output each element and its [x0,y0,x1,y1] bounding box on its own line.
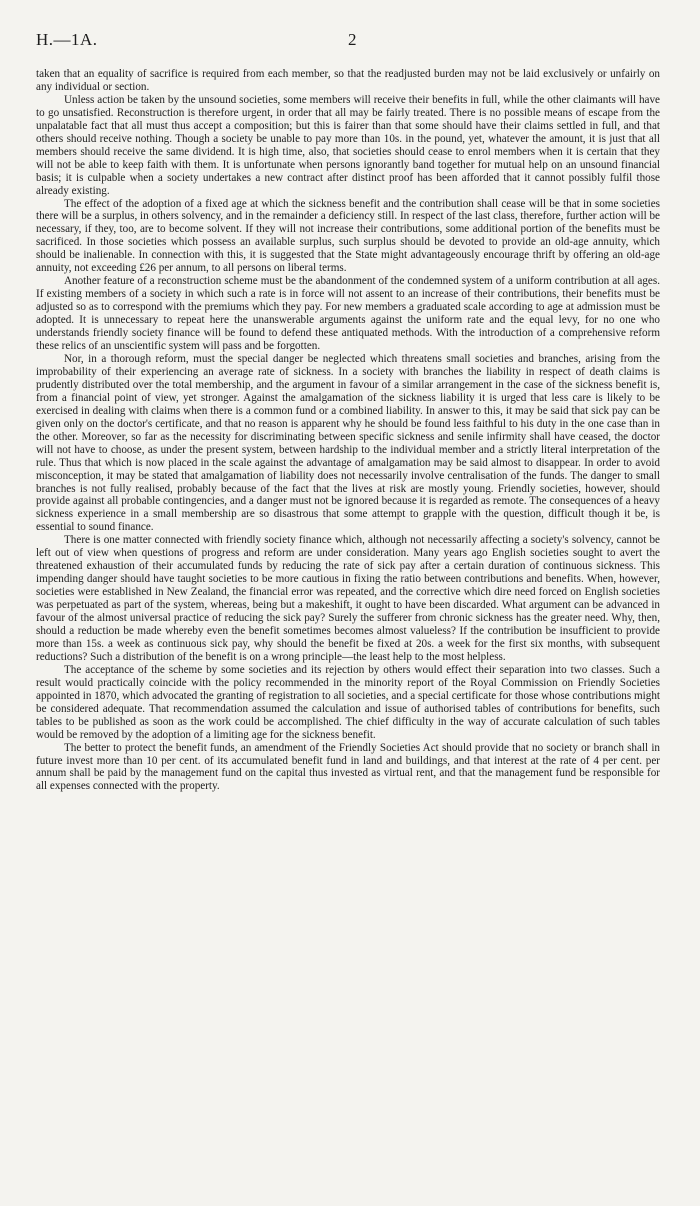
paragraph: The effect of the adoption of a fixed age at which the sickness benefit and the contribution shall cease will be that in some societies there will be a surplus, in others solvency, and in the remainder a deficiency still. In respect of the last class, therefore, further action will be necessary, if they, too, are to become solvent. If they will not increase their contributions, some additional portion of the benefits must be sacrificed. In those societies which possess an available surplus, such surplus should be devoted to provide an old-age annuity, which should be inalienable. In connection with this, it is suggested that the State might advantageously encourage thrift by offering an old-age annuity, not exceeding £26 per annum, to all persons on liberal terms. [36,197,660,275]
paragraph: Another feature of a reconstruction scheme must be the abandonment of the condemned system of a uniform contribution at all ages. If existing members of a society in which such a rate is in force will not assent to an increase of their contributions, their benefits must be adjusted so as to correspond with the premiums which they pay. For new members a graduated scale according to age at admission must be adopted. It is unnecessary to repeat here the unanswerable arguments against the uniform rate and the equal levy, for no one who understands friendly society finance will be found to defend these antiquated methods. With the introduction of a comprehensive reform these relics of an unscientific system will pass and be forgotten. [36,275,660,353]
paragraph: Nor, in a thorough reform, must the special danger be neglected which threatens small societies and branches, arising from the improbability of their experiencing an average rate of sickness. In a society with branches the liability in respect of death claims is prudently distributed over the total membership, and the argument in favour of a similar arrangement in the case of the sickness benefit is, from a financial point of view, yet stronger. Against the amalgamation of the sickness liability it is urged that less care is likely to be exercised in dealing with claims when there is a common fund or a combined liability. In answer to this, it may be said that sick pay can be given only on the doctor's certificate, and that no reason is apparent why he should be found less faithful to his duty in the one case than in the other. Moreover, so far as the necessity for discriminating between specific sickness and senile infirmity shall have ceased, the doctor will not have to choose, as under the present system, between hardship to the individual member and a strictly literal interpretation of the rule. Thus that which is now placed in the scale against the advantage of amalgamation may be said almost to disappear. In order to avoid misconception, it may be stated that amalgamation of liability does not necessarily involve centralisation of the funds. The danger to small branches is not fully realised, probably because of the fact that the lives at risk are mostly young. Friendly societies, however, should provide against all probable contingencies, and a danger must not be ignored because it is regarded as remote. The consequences of a heavy sickness experience in a small membership are so disastrous that some attempt to grapple with the question, difficult though it be, is essential to sound finance. [36,352,660,534]
page-number: 2 [348,30,357,49]
paragraph: There is one matter connected with friendly society finance which, although not necessarily affecting a society's solvency, cannot be left out of view when questions of progress and reform are under consideration. Many years ago English societies sought to avert the threatened exhaustion of their accumulated funds by reducing the rate of sick pay after a certain duration of continuous sickness. This impending danger should have taught societies to be more cautious in fixing the ratio between contributions and benefits. When, however, societies were established in New Zealand, the financial error was repeated, and the corrective which dire need forced on English societies was perpetuated as part of the system, whereas, being but a makeshift, it ought to have been discarded. What argument can be advanced in favour of the almost universal practice of reducing the sick pay? Surely the sufferer from chronic sickness has the greater need. Why, then, should a reduction be made whereby even the benefit sometimes becomes almost valueless? If the contribution be insufficient to provide more than 15s. a week as continuous sick pay, why should the benefit be fixed at 20s. a week for the first six months, with subsequent reductions? Such a distribution of the benefit is on a wrong principle—the least help to the most helpless. [36,534,660,663]
paragraph: The better to protect the benefit funds, an amendment of the Friendly Societies Act should provide that no society or branch shall in future invest more than 10 per cent. of its accumulated benefit fund in land and buildings, and that interest at the rate of 4 per cent. per annum shall be paid by the management fund on the capital thus invested as virtual rent, and that the management fund be responsible for all expenses connected with the property. [36,741,660,793]
paragraph: The acceptance of the scheme by some societies and its rejection by others would effect their separation into two classes. Such a result would practically coincide with the policy recommended in the minority report of the Royal Commission on Friendly Societies appointed in 1870, which advocated the granting of registration to all societies, and a special certificate for those whose contributions might be considered adequate. That recommendation assumed the calculation and issue of authorised tables of contributions for benefits, such tables to be published as soon as the work could be accomplished. The chief difficulty in the way of accurate calculation of such tables would be removed by the adoption of a limiting age for the sickness benefit. [36,663,660,741]
body-text [36,68,660,793]
document-reference: H.—1A. [36,30,98,49]
paragraph-continued: taken that an equality of sacrifice is required from each member, so that the readjusted burden may not be laid exclusively or unfairly on any individual or section. [36,68,660,93]
paragraph: Unless action be taken by the unsound societies, some members will receive their benefits in full, while the other claimants will have to go unsatisfied. Reconstruction is therefore urgent, in order that all may be fairly treated. There is no possible means of escape from the unpalatable fact that all must thus accept a composition; but this is fairer than that some should have their claims settled in full, and that others should receive nothing. Though a society be unable to pay more than 10s. in the pound, yet, whatever the amount, it is just that all members should receive the same dividend. It is high time, also, that societies should cease to enrol members when it is certain that they will not be able to keep faith with them. It is unfortunate when persons ignorantly band together for mutual help on an unsound financial basis; it is culpable when a society undertakes a new contract after distinct proof has been afforded that it cannot possibly fulfil those already existing. [36,93,660,197]
page-header [36,30,660,68]
